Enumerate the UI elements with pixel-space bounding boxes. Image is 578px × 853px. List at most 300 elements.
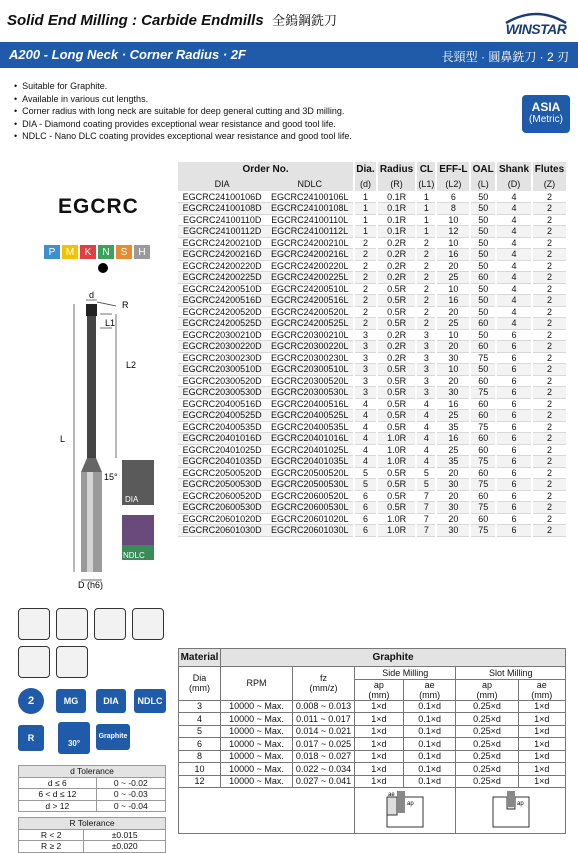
spec-cell: 12 (436, 226, 470, 238)
spec-cell: 1 (354, 214, 377, 226)
spec-cell: 2 (532, 467, 566, 479)
dia-badge: DIA (96, 689, 126, 713)
order-ndlc-cell: EGCRC20600520L (266, 490, 354, 502)
order-ndlc-cell: EGCRC24100106L (266, 191, 354, 203)
feature-item: • NDLC - Nano DLC coating provides exceptional wear resistance and good tool life. (14, 130, 352, 143)
table-row (179, 713, 566, 726)
spec-cell: 2 (532, 237, 566, 249)
spec-cell: 4 (354, 410, 377, 422)
spec-cell: 10 (436, 214, 470, 226)
material-s-cell: S (115, 244, 133, 260)
material-n-cell: N (97, 244, 115, 260)
spec-cell: 2 (532, 283, 566, 295)
col-unit: (L2) (436, 177, 470, 191)
cutting-cell: 0.25×d (456, 750, 518, 763)
ap-header (456, 679, 518, 700)
cutting-cell: 1×d (355, 763, 404, 776)
spec-cell: 35 (436, 456, 470, 468)
spec-cell: 30 (436, 352, 470, 364)
diagram-ae-label: ae (388, 791, 395, 798)
spec-cell: 2 (416, 249, 436, 261)
spec-cell: 60 (470, 433, 496, 445)
table-row (178, 283, 566, 295)
order-dia-cell: EGCRC20500530D (178, 479, 266, 491)
spec-cell: 8 (436, 203, 470, 215)
spec-cell: 3 (354, 341, 377, 353)
spec-cell: 2 (532, 410, 566, 422)
material-n-suitable-dot (98, 263, 108, 273)
spec-cell: 0.2R (377, 341, 416, 353)
spec-cell: 0.2R (377, 237, 416, 249)
spec-cell: 4 (496, 260, 532, 272)
order-ndlc-cell: EGCRC20500530L (266, 479, 354, 491)
spec-cell: 2 (416, 306, 436, 318)
spec-cell: 3 (416, 329, 436, 341)
tol-cell: d ≤ 6 (19, 777, 97, 789)
order-dia-cell: EGCRC24200510D (178, 283, 266, 295)
spec-cell: 2 (532, 191, 566, 203)
table-row (178, 272, 566, 284)
order-ndlc-cell: EGCRC20300220L (266, 341, 354, 353)
spec-cell: 6 (496, 341, 532, 353)
ae-header (518, 679, 565, 700)
table-row (178, 513, 566, 525)
cutting-cell: 3 (179, 700, 221, 713)
spec-cell: 60 (470, 375, 496, 387)
spec-cell: 2 (354, 306, 377, 318)
order-ndlc-cell: EGCRC20500520L (266, 467, 354, 479)
spec-cell: 4 (354, 456, 377, 468)
corner-radius-icon: R (18, 725, 44, 751)
series-code: EGCRC (58, 195, 139, 218)
order-ndlc-cell: EGCRC24200510L (266, 283, 354, 295)
dia-header (179, 667, 221, 701)
order-ndlc-cell: EGCRC24200516L (266, 295, 354, 307)
side-milling-diagram (385, 791, 425, 829)
cutting-cell: 0.011 ~ 0.017 (293, 713, 355, 726)
feature-item: • DIA - Diamond coating provides exceptional wear resistance and good tool life. (14, 118, 352, 131)
spec-cell: 6 (496, 410, 532, 422)
col-unit: (L1) (416, 177, 436, 191)
spec-cell: 75 (470, 502, 496, 514)
spec-cell: 3 (416, 352, 436, 364)
spec-cell: 4 (496, 214, 532, 226)
spec-cell: 0.5R (377, 295, 416, 307)
spec-cell: 6 (354, 513, 377, 525)
order-ndlc-cell: EGCRC24200525L (266, 318, 354, 330)
order-ndlc-cell: EGCRC20400535L (266, 421, 354, 433)
profile-milling-icon (132, 608, 164, 640)
spec-cell: 30 (436, 525, 470, 537)
spec-cell: 30 (436, 387, 470, 399)
spec-cell: 4 (496, 203, 532, 215)
spec-cell: 2 (532, 329, 566, 341)
order-ndlc-cell: EGCRC20401025L (266, 444, 354, 456)
order-ndlc-cell: EGCRC20400516L (266, 398, 354, 410)
cutting-cell: 0.022 ~ 0.034 (293, 763, 355, 776)
spec-cell: 2 (416, 283, 436, 295)
order-dia-cell: EGCRC20300210D (178, 329, 266, 341)
spec-cell: 3 (354, 352, 377, 364)
table-row (178, 398, 566, 410)
spec-cell: 0.5R (377, 410, 416, 422)
order-ndlc-cell: EGCRC20400525L (266, 410, 354, 422)
application-icons (18, 608, 178, 758)
order-ndlc-cell: EGCRC20601030L (266, 525, 354, 537)
spec-cell: 10 (436, 283, 470, 295)
spec-cell: 0.5R (377, 318, 416, 330)
col-unit: (D) (496, 177, 532, 191)
col-header: CL (416, 162, 436, 177)
order-ndlc-cell: EGCRC20300520L (266, 375, 354, 387)
order-dia-cell: EGCRC24100110D (178, 214, 266, 226)
spec-cell: 4 (496, 191, 532, 203)
spec-cell: 20 (436, 341, 470, 353)
order-dia-cell: EGCRC20300530D (178, 387, 266, 399)
spec-cell: 4 (354, 398, 377, 410)
cutting-cell: 12 (179, 775, 221, 788)
spec-cell: 0.2R (377, 329, 416, 341)
spec-cell: 4 (354, 444, 377, 456)
order-dia-cell: EGCRC24200216D (178, 249, 266, 261)
spec-cell: 1 (416, 203, 436, 215)
cutting-cell: 0.25×d (456, 775, 518, 788)
spec-cell: 10 (436, 364, 470, 376)
feature-item: • Corner radius with long neck are suitable for deep general cutting and 3D milling. (14, 105, 352, 118)
spec-cell: 0.5R (377, 421, 416, 433)
spec-cell: 2 (416, 260, 436, 272)
order-ndlc-cell: EGCRC24100110L (266, 214, 354, 226)
cutting-cell: 0.25×d (456, 725, 518, 738)
table-row (178, 364, 566, 376)
order-ndlc-cell: EGCRC24200225L (266, 272, 354, 284)
cutting-cell: 1×d (355, 700, 404, 713)
cutting-cell: 10000 ~ Max. (221, 775, 293, 788)
spec-cell: 35 (436, 421, 470, 433)
spec-cell: 2 (532, 387, 566, 399)
spec-cell: 6 (496, 387, 532, 399)
table-row (19, 800, 166, 812)
spec-cell: 1.0R (377, 525, 416, 537)
table-row (178, 237, 566, 249)
spec-cell: 60 (470, 341, 496, 353)
spec-cell: 2 (532, 398, 566, 410)
table-row (178, 214, 566, 226)
spec-cell: 0.1R (377, 226, 416, 238)
spec-cell: 2 (532, 525, 566, 537)
spec-cell: 7 (416, 490, 436, 502)
spec-cell: 50 (470, 329, 496, 341)
spec-cell: 2 (532, 444, 566, 456)
cutting-cell: 10000 ~ Max. (221, 713, 293, 726)
mm-unit: (mm) (368, 689, 390, 700)
order-dia-cell: EGCRC20400525D (178, 410, 266, 422)
ae-header (403, 679, 456, 700)
spec-cell: 0.5R (377, 479, 416, 491)
spec-cell: 5 (354, 467, 377, 479)
order-ndlc-cell: EGCRC20401035L (266, 456, 354, 468)
spec-cell: 0.5R (377, 398, 416, 410)
spec-cell: 4 (416, 444, 436, 456)
col-header: EFF-L (436, 162, 470, 177)
spec-cell: 3 (416, 364, 436, 376)
band-title-cjk: 長頸型 · 圓鼻銑刀 · 2 刃 (441, 50, 569, 64)
spec-cell: 2 (532, 513, 566, 525)
cutting-cell: 0.25×d (456, 713, 518, 726)
metric-label: (Metric) (529, 114, 563, 125)
col-header: Flutes (532, 162, 566, 177)
order-dia-cell: EGCRC20300230D (178, 352, 266, 364)
spec-cell: 50 (470, 203, 496, 215)
cutting-cell: 1×d (518, 763, 565, 776)
spec-cell: 50 (470, 191, 496, 203)
table-row (178, 295, 566, 307)
cutting-cell: 1×d (518, 750, 565, 763)
spec-cell: 2 (416, 272, 436, 284)
table-row (19, 777, 166, 789)
spec-cell: 3 (416, 341, 436, 353)
spec-cell: 5 (416, 467, 436, 479)
mm-unit: (mm) (476, 689, 498, 700)
cutting-cell: 0.1×d (403, 700, 456, 713)
tol-cell: 0 ~ -0.04 (96, 800, 165, 812)
order-dia-cell: EGCRC20400516D (178, 398, 266, 410)
cutting-cell: 1×d (518, 725, 565, 738)
table-row (179, 750, 566, 763)
spec-cell: 4 (496, 283, 532, 295)
spec-cell: 75 (470, 525, 496, 537)
order-ndlc-cell: EGCRC20300510L (266, 364, 354, 376)
cutting-cell: 10 (179, 763, 221, 776)
tol-cell: R ≥ 2 (19, 841, 84, 853)
ndlc-coating-sample (122, 515, 154, 560)
col-header: Shank (496, 162, 532, 177)
l2-label: L2 (126, 360, 137, 370)
spec-cell: 1 (354, 203, 377, 215)
cutting-cell: 0.25×d (456, 763, 518, 776)
tol-cell: 0 ~ -0.02 (96, 777, 165, 789)
order-dia-cell: EGCRC24100112D (178, 226, 266, 238)
spec-cell: 7 (416, 513, 436, 525)
spec-cell: 2 (532, 490, 566, 502)
spec-cell: 2 (354, 318, 377, 330)
order-ndlc-cell: EGCRC20300230L (266, 352, 354, 364)
ap-header (355, 679, 404, 700)
spec-cell: 0.1R (377, 191, 416, 203)
spec-cell: 2 (532, 272, 566, 284)
spec-cell: 60 (470, 444, 496, 456)
asia-metric-badge (522, 95, 570, 133)
cutting-conditions-table (178, 648, 566, 834)
spec-cell: 2 (532, 249, 566, 261)
spec-cell: 4 (496, 272, 532, 284)
d-tolerance-title: d Tolerance (19, 766, 166, 778)
spec-cell: 50 (470, 295, 496, 307)
blank-cell (179, 788, 355, 834)
spec-cell: 60 (470, 318, 496, 330)
spec-cell: 25 (436, 272, 470, 284)
cutting-cell: 1×d (518, 713, 565, 726)
table-row (19, 841, 166, 853)
spec-cell: 2 (354, 272, 377, 284)
spec-cell: 1.0R (377, 456, 416, 468)
order-ndlc-cell: EGCRC24100108L (266, 203, 354, 215)
spec-cell: 25 (436, 410, 470, 422)
spec-cell: 3 (354, 364, 377, 376)
spec-cell: 4 (496, 318, 532, 330)
mm-unit: (mm) (531, 689, 553, 700)
col-unit: (L) (470, 177, 496, 191)
cutting-cell: 0.1×d (403, 713, 456, 726)
band-title: A200 - Long Neck · Corner Radius · 2F (9, 47, 246, 62)
slot-milling-diagram (491, 791, 531, 829)
r-tolerance-title: R Tolerance (19, 818, 166, 830)
tol-cell: ±0.020 (84, 841, 166, 853)
spec-cell: 10 (436, 329, 470, 341)
feature-item: • Suitable for Graphite. (14, 80, 352, 93)
cutting-cell: 0.25×d (456, 738, 518, 751)
table-row (178, 226, 566, 238)
cutting-cell: 1×d (518, 738, 565, 751)
cutting-cell: 0.008 ~ 0.013 (293, 700, 355, 713)
feature-list (14, 80, 352, 143)
asia-label: ASIA (531, 100, 561, 114)
material-p-cell: P (43, 244, 61, 260)
spec-cell: 3 (354, 329, 377, 341)
cutting-cell: 0.018 ~ 0.027 (293, 750, 355, 763)
cutting-cell: 0.1×d (403, 725, 456, 738)
spec-cell: 1 (416, 214, 436, 226)
table-row (178, 352, 566, 364)
cutting-cell: 4 (179, 713, 221, 726)
spec-cell: 3 (416, 375, 436, 387)
spec-cell: 7 (416, 502, 436, 514)
ae-label: ae (536, 679, 547, 690)
table-row (178, 502, 566, 514)
graphite-badge: Graphite (96, 724, 130, 750)
spec-cell: 16 (436, 249, 470, 261)
ap-label: ap (373, 679, 384, 690)
table-row (178, 249, 566, 261)
spec-cell: 16 (436, 295, 470, 307)
dia-coating-sample (122, 460, 154, 505)
spec-cell: 0.5R (377, 306, 416, 318)
spec-cell: 16 (436, 398, 470, 410)
spec-cell: 6 (496, 352, 532, 364)
spec-cell: 75 (470, 456, 496, 468)
col-unit: (R) (377, 177, 416, 191)
material-h-cell: H (133, 244, 151, 260)
col-unit: (Z) (532, 177, 566, 191)
spec-cell: 50 (470, 260, 496, 272)
shank-label: D (h6) (78, 580, 104, 590)
ae-label: ae (424, 679, 435, 690)
order-dia-cell: EGCRC20401035D (178, 456, 266, 468)
spec-cell: 50 (470, 214, 496, 226)
spec-cell: 4 (354, 433, 377, 445)
cutting-cell: 1×d (355, 725, 404, 738)
spec-cell: 1 (354, 226, 377, 238)
spec-cell: 60 (470, 467, 496, 479)
fz-header (293, 667, 355, 701)
cutting-cell: 1×d (355, 775, 404, 788)
ndlc-subheader: NDLC (266, 177, 354, 191)
spec-cell: 6 (436, 191, 470, 203)
spec-cell: 6 (496, 364, 532, 376)
spec-cell: 1 (354, 191, 377, 203)
cutting-cell: 0.25×d (456, 700, 518, 713)
spec-cell: 4 (416, 410, 436, 422)
spec-cell: 2 (354, 237, 377, 249)
cutting-cell: 1×d (355, 713, 404, 726)
table-row (178, 433, 566, 445)
cutting-conditions-body (179, 700, 566, 788)
dia-sample-label: DIA (125, 495, 139, 504)
spec-cell: 2 (354, 283, 377, 295)
spec-cell: 0.5R (377, 375, 416, 387)
table-row (19, 789, 166, 801)
spec-cell: 2 (532, 456, 566, 468)
spec-cell: 60 (470, 490, 496, 502)
cutting-cell: 5 (179, 725, 221, 738)
spec-cell: 6 (496, 490, 532, 502)
spec-cell: 2 (532, 502, 566, 514)
spec-cell: 3 (354, 375, 377, 387)
cutting-cell: 0.014 ~ 0.021 (293, 725, 355, 738)
spec-cell: 7 (416, 525, 436, 537)
brand-name: WINSTAR (505, 21, 567, 37)
spec-cell: 4 (416, 398, 436, 410)
table-row (178, 479, 566, 491)
spec-cell: 60 (470, 272, 496, 284)
spec-cell: 20 (436, 490, 470, 502)
cutting-cell: 1×d (355, 750, 404, 763)
d-tolerance-table (18, 765, 166, 812)
tool-outline (81, 304, 102, 572)
spec-cell: 6 (496, 502, 532, 514)
order-ndlc-cell: EGCRC24200220L (266, 260, 354, 272)
cutting-cell: 1×d (518, 700, 565, 713)
spec-cell: 20 (436, 513, 470, 525)
table-row (179, 700, 566, 713)
angle-label: 15° (104, 472, 118, 482)
spec-cell: 4 (416, 433, 436, 445)
order-ndlc-cell: EGCRC24200520L (266, 306, 354, 318)
spec-cell: 16 (436, 433, 470, 445)
spec-cell: 50 (470, 226, 496, 238)
order-dia-cell: EGCRC24200210D (178, 237, 266, 249)
table-row (179, 725, 566, 738)
spec-cell: 0.2R (377, 272, 416, 284)
r-tolerance-table (18, 817, 166, 853)
order-dia-cell: EGCRC24200520D (178, 306, 266, 318)
d-label: d (89, 290, 95, 300)
ndlc-badge: NDLC (134, 689, 166, 713)
spec-cell: 75 (470, 352, 496, 364)
spec-cell: 6 (354, 490, 377, 502)
table-row (178, 260, 566, 272)
cutting-cell: 1×d (518, 775, 565, 788)
spec-cell: 2 (416, 318, 436, 330)
side-milling-header: Side Milling (355, 667, 456, 680)
spec-cell: 50 (470, 249, 496, 261)
table-row (178, 410, 566, 422)
tol-cell: 0 ~ -0.03 (96, 789, 165, 801)
order-dia-cell: EGCRC20401016D (178, 433, 266, 445)
order-ndlc-cell: EGCRC24200216L (266, 249, 354, 261)
spec-cell: 6 (496, 479, 532, 491)
cutting-cell: 1×d (355, 738, 404, 751)
